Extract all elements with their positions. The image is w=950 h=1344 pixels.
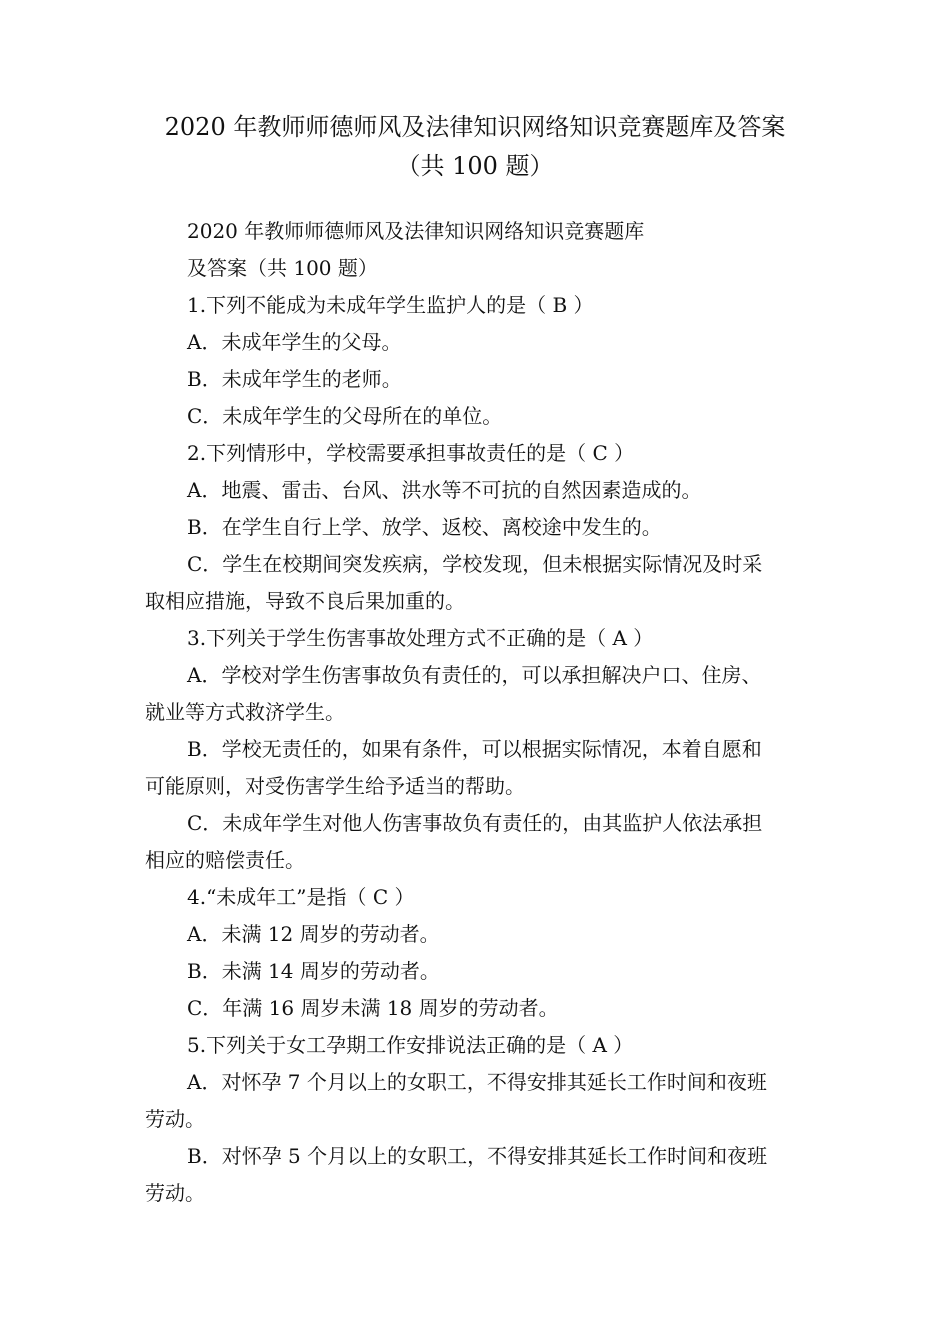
question-3: 3.下列关于学生伤害事故处理方式不正确的是（ A ） (187, 626, 654, 650)
option-line: A．地震、雷击、台风、洪水等不可抗的自然因素造成的。 (187, 478, 702, 502)
question-2: 2.下列情形中，学校需要承担事故责任的是（ C ） (187, 441, 635, 465)
option-line: C．未成年学生对他人伤害事故负有责任的，由其监护人依法承担 (187, 811, 763, 835)
option-line-continued: 相应的赔偿责任。 (145, 848, 305, 872)
option-line-continued: 就业等方式救济学生。 (145, 700, 345, 724)
option-line: A．对怀孕 7 个月以上的女职工，不得安排其延长工作时间和夜班 (187, 1070, 767, 1094)
document-title: 2020 年教师师德师风及法律知识网络知识竞赛题库及答案 (164, 113, 786, 141)
option-line-continued: 可能原则，对受伤害学生给予适当的帮助。 (145, 774, 525, 798)
option-line: B．对怀孕 5 个月以上的女职工，不得安排其延长工作时间和夜班 (187, 1144, 768, 1168)
question-5: 5.下列关于女工孕期工作安排说法正确的是（ A ） (187, 1033, 634, 1057)
question-1: 1.下列不能成为未成年学生监护人的是（ B ） (187, 293, 594, 317)
option-line-continued: 劳动。 (145, 1181, 205, 1205)
option-line: C．年满 16 周岁未满 18 周岁的劳动者。 (187, 996, 559, 1020)
document-body (145, 213, 811, 1212)
option-line: A．未成年学生的父母。 (187, 330, 402, 354)
option-line-continued: 取相应措施，导致不良后果加重的。 (145, 589, 465, 613)
option-line: B．学校无责任的，如果有条件，可以根据实际情况，本着自愿和 (187, 737, 762, 761)
option-line: C．未成年学生的父母所在的单位。 (187, 404, 503, 428)
option-line: A．未满 12 周岁的劳动者。 (187, 922, 440, 946)
document-subtitle: （共 100 题） (396, 152, 554, 180)
option-line: A．学校对学生伤害事故负有责任的，可以承担解决户口、住房、 (187, 663, 762, 687)
body-line: 及答案（共 100 题） (187, 256, 378, 280)
option-line: B．在学生自行上学、放学、返校、离校途中发生的。 (187, 515, 662, 539)
body-line: 2020 年教师师德师风及法律知识网络知识竞赛题库 (187, 219, 645, 243)
option-line: B．未成年学生的老师。 (187, 367, 402, 391)
question-4: 4.“未成年工”是指（ C ） (187, 885, 415, 909)
option-line: B．未满 14 周岁的劳动者。 (187, 959, 440, 983)
option-line-continued: 劳动。 (145, 1107, 205, 1131)
option-line: C．学生在校期间突发疾病，学校发现，但未根据实际情况及时采 (187, 552, 763, 576)
